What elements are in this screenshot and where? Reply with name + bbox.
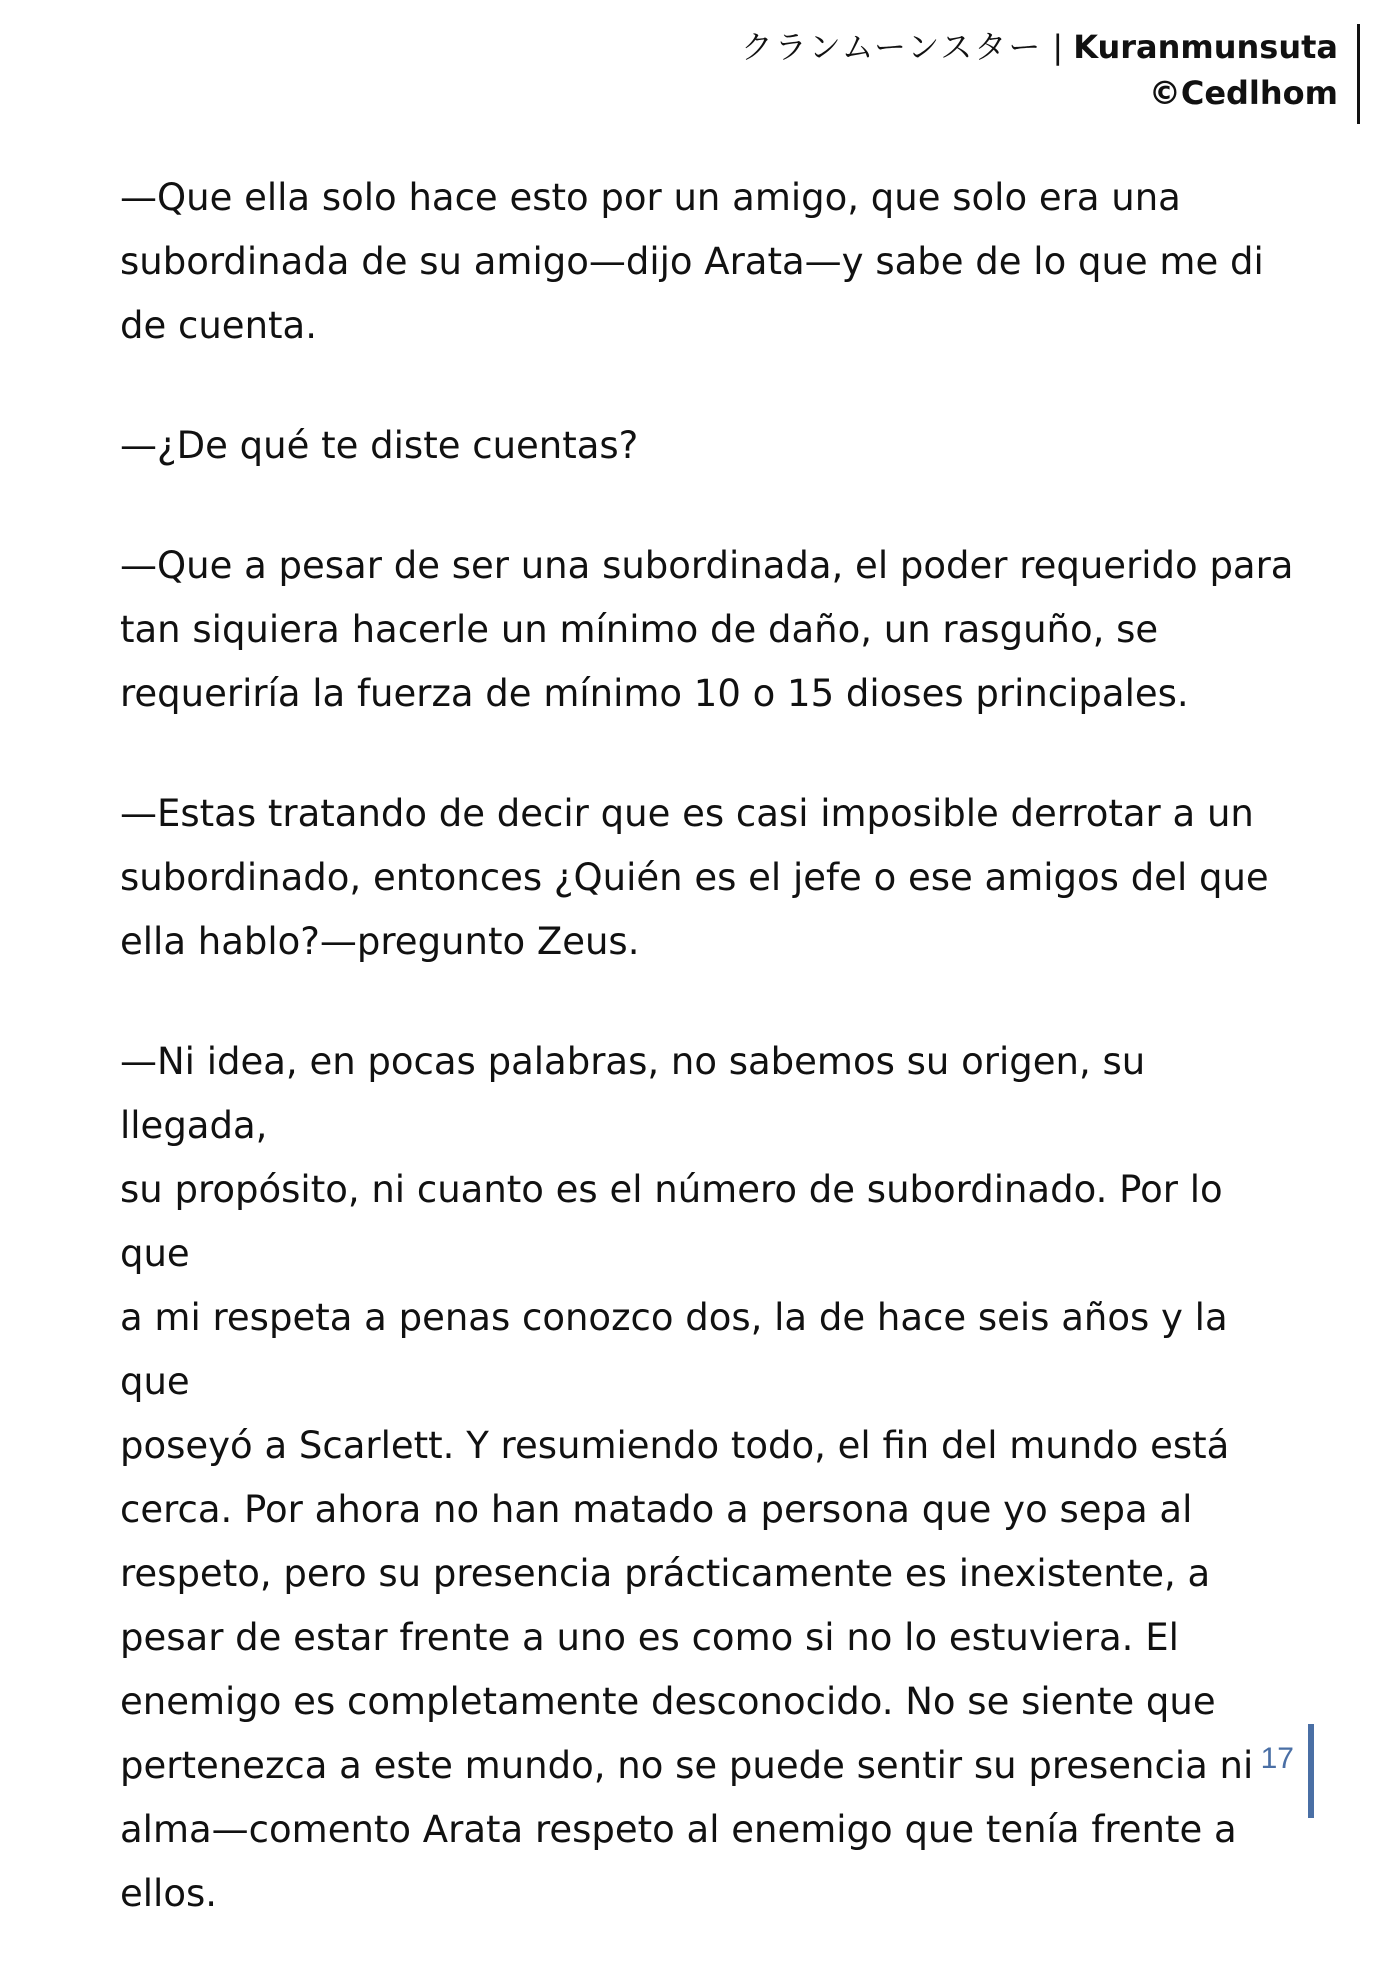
page-footer bbox=[1261, 1724, 1314, 1818]
page-number: 17 bbox=[1260, 1742, 1294, 1775]
page-number-rule bbox=[1308, 1724, 1314, 1818]
paragraph: —Estas tratando de decir que es casi imposible derrotar a un subordinado, entonces ¿Quién es el jefe o ese amigos del que ella hablo?—pregunto Zeus. bbox=[120, 792, 1269, 963]
page-header bbox=[560, 24, 1360, 124]
paragraph: —Que ella solo hace esto por un amigo, que solo era una subordinada de su amigo—dijo Arata—y sabe de lo que me di de cuenta. bbox=[120, 176, 1264, 347]
header-vertical-rule bbox=[1357, 24, 1360, 124]
paragraph: —¿De qué te diste cuentas? bbox=[120, 424, 639, 467]
paragraph: —Ni idea, en pocas palabras, no sabemos su origen, su llegada, su propósito, ni cuanto es el número de subordinado. Por lo que a mi respeta a penas conozco dos, la de hace seis años y la que poseyó a Scarlett. Y resumiendo todo, el fin del mundo está cerca. Por ahora no han matado a persona que yo sepa al respeto, pero su presencia prácticamente es inexistente, a pesar de estar frente a uno es como si no lo estuviera. El enemigo es completamente desconocido. No se siente que pertenezca a este mundo, no se puede sentir su presencia ni alma—comento Arata respeto al enemigo que tenía frente a ellos. bbox=[120, 1040, 1254, 1915]
header-copyright: ©Cedlhom bbox=[1148, 74, 1338, 112]
header-title-line bbox=[560, 24, 1338, 70]
paragraph: —Que a pesar de ser una subordinada, el poder requerido para tan siquiera hacerle un mínimo de daño, un rasguño, se requeriría la fuerza de mínimo 10 o 15 dioses principales. bbox=[120, 544, 1294, 715]
header-romanized-title: Kuranmunsuta bbox=[1073, 28, 1338, 66]
header-separator: | bbox=[1052, 28, 1064, 66]
document-body bbox=[120, 166, 1300, 1982]
header-japanese-title: クランムーンスター bbox=[740, 28, 1043, 66]
